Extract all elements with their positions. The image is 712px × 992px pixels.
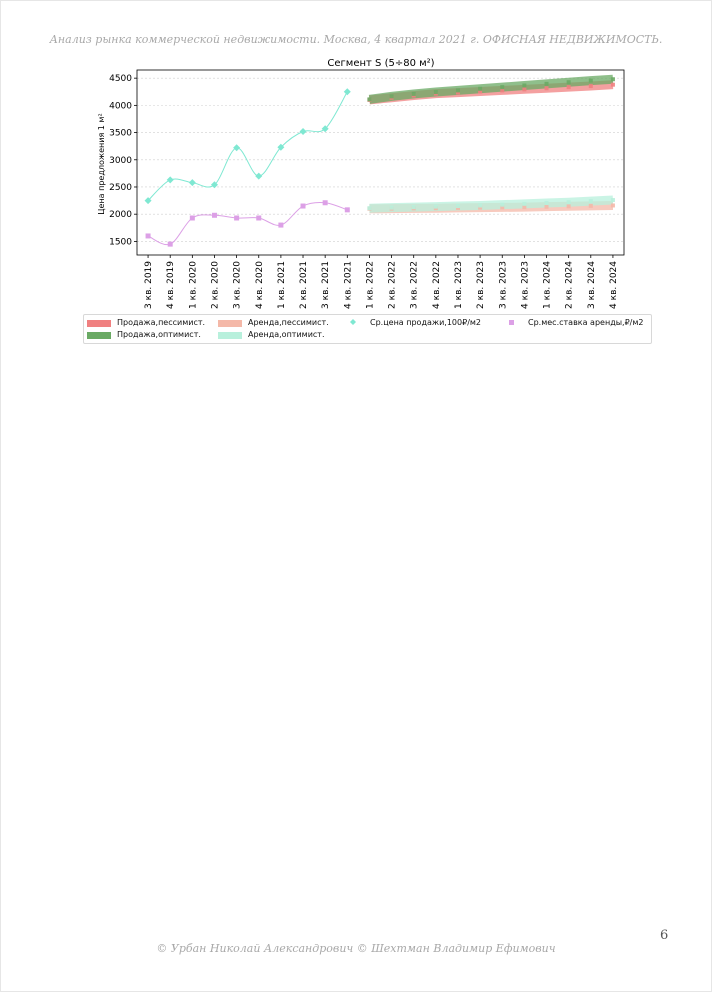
legend-label: Аренда,пессимист. [248,318,329,327]
y-tick-label: 2000 [109,210,132,221]
x-ticks [144,255,619,309]
legend-swatch [87,320,111,327]
x-tick-label: 2 кв. 2020 [210,261,221,309]
y-tick-label: 3500 [109,128,132,139]
forecast-point [589,79,593,83]
forecast-point [456,88,460,92]
page-number: 6 [660,928,669,943]
forecast-point [367,97,371,101]
y-tick-label: 3000 [109,155,132,166]
rent-rate-point [146,233,151,238]
legend-swatch [218,320,242,327]
forecast-point [367,206,371,210]
sale-price-point [167,176,174,183]
forecast-point [567,85,571,89]
sale-price-point [233,144,240,151]
chart-title: Сегмент S (5÷80 м²) [327,58,435,69]
rent-rate-point [278,223,283,228]
rent-rate-point [256,216,261,221]
x-tick-label: 3 кв. 2021 [321,261,332,309]
x-tick-label: 1 кв. 2023 [453,261,464,309]
chart-legend [83,314,652,344]
rent-rate-point [345,207,350,212]
y-tick-label: 1500 [109,237,132,248]
forecast-point [611,83,615,87]
forecast-point [478,87,482,91]
x-tick-label: 2 кв. 2022 [387,261,398,309]
forecast-point [434,90,438,94]
forecast-point [500,85,504,89]
x-tick-label: 2 кв. 2023 [476,261,487,309]
legend-label: Продажа,оптимист. [117,330,201,339]
forecast-point [522,202,526,206]
forecast-point [500,203,504,207]
forecast-point [567,200,571,204]
history-line [148,92,347,201]
forecast-point [478,203,482,207]
rent-rate-point [301,204,306,209]
forecast-bands [369,79,613,209]
forecast-point [567,204,571,208]
forecast-point [589,199,593,203]
forecast-point [545,201,549,205]
forecast-point [545,205,549,209]
x-tick-label: 1 кв. 2024 [542,261,553,309]
page-header: Анализ рынка коммерческой недвижимости. Москва, 4 квартал 2021 г. ОФИСНАЯ НЕДВИЖИМОСТЬ. [49,33,663,46]
x-tick-label: 3 кв. 2024 [586,261,597,309]
x-tick-label: 3 кв. 2019 [144,261,155,309]
diamond-icon [350,319,356,325]
forecast-point [412,92,416,96]
sale-price-point [189,179,196,186]
rent-rate-point [323,200,328,205]
x-tick-label: 4 кв. 2021 [343,261,354,309]
forecast-point [522,87,526,91]
forecast-point [412,205,416,209]
legend-label: Ср.цена продажи,100₽/м2 [370,318,482,327]
x-tick-label: 2 кв. 2024 [564,261,575,309]
legend-swatch [87,332,111,339]
forecast-point [611,198,615,202]
history-lines [148,92,347,245]
forecast-point [390,206,394,210]
x-tick-label: 1 кв. 2020 [188,261,199,309]
forecast-point [545,86,549,90]
y-ticks [109,74,137,247]
forecast-point [545,82,549,86]
legend-label: Аренда,оптимист. [248,330,325,339]
sale-price-point [300,128,307,135]
x-tick-label: 1 кв. 2021 [276,261,287,309]
x-tick-label: 3 кв. 2023 [498,261,509,309]
forecast-point [611,77,615,81]
x-tick-label: 3 кв. 2020 [232,261,243,309]
forecast-point [589,84,593,88]
x-tick-label: 4 кв. 2024 [608,261,619,309]
chart [0,0,712,320]
forecast-point [567,80,571,84]
page-footer: © Урбан Николай Александрович © Шехтман Владимир Ефимович [156,942,556,955]
x-tick-label: 1 кв. 2022 [365,261,376,309]
sale-price-point [344,88,351,95]
legend-swatch [218,332,242,339]
legend-label: Ср.мес.ставка аренды,₽/м2 [528,318,644,327]
y-tick-label: 2500 [109,182,132,193]
forecast-point [522,84,526,88]
forecast-point [589,204,593,208]
x-tick-label: 4 кв. 2020 [254,261,265,309]
y-tick-label: 4000 [109,101,132,112]
rent-rate-point [212,213,217,218]
legend-label: Продажа,пессимист. [117,318,206,327]
history-line [148,202,347,244]
x-tick-label: 2 кв. 2021 [299,261,310,309]
rent-rate-point [168,242,173,247]
rent-rate-point [234,216,239,221]
sale-price-point [255,173,262,180]
forecast-point [611,203,615,207]
x-tick-label: 4 кв. 2023 [520,261,531,309]
x-tick-label: 3 кв. 2022 [409,261,420,309]
forecast-point [434,205,438,209]
forecast-point [456,204,460,208]
square-icon [509,320,514,325]
x-tick-label: 4 кв. 2019 [166,261,177,309]
y-axis-label: Цена предложения 1 м² [97,113,106,215]
rent-rate-point [190,216,195,221]
y-tick-label: 4500 [109,74,132,85]
x-tick-label: 4 кв. 2022 [431,261,442,309]
forecast-point [390,94,394,98]
